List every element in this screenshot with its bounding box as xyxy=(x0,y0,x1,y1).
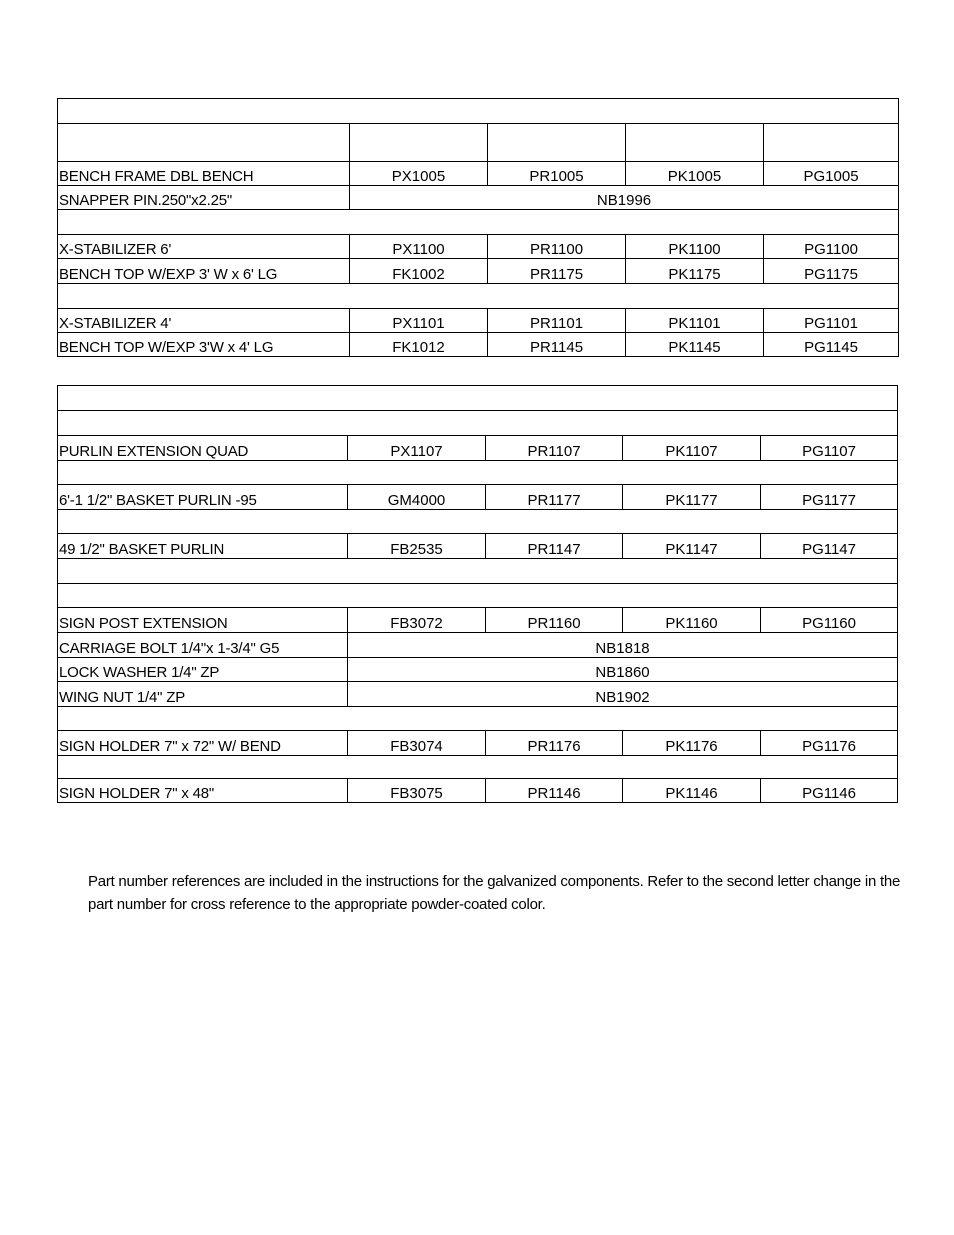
table-row xyxy=(58,731,898,756)
part-number-k: PK1160 xyxy=(623,608,761,633)
part-number-k: PK1175 xyxy=(626,259,764,284)
table-blank-row xyxy=(58,411,898,436)
part-description: SIGN HOLDER 7" x 72" W/ BEND xyxy=(58,731,348,756)
part-description: BENCH TOP W/EXP 3' W x 6' LG xyxy=(58,259,350,284)
part-number-galvanized: FK1012 xyxy=(350,333,488,357)
part-number-galvanized: FB3074 xyxy=(348,731,486,756)
part-description: CARRIAGE BOLT 1/4"x 1-3/4" G5 xyxy=(58,633,348,658)
part-number-galvanized: PX1107 xyxy=(348,436,486,461)
part-description: X-STABILIZER 4' xyxy=(58,309,350,333)
table-blank-row xyxy=(58,284,899,309)
part-number-g: PG1177 xyxy=(761,485,898,510)
part-number-r: PR1147 xyxy=(486,534,623,559)
table-header-row xyxy=(58,124,899,162)
table-row xyxy=(58,235,899,259)
part-number-g: PG1160 xyxy=(761,608,898,633)
part-number-r: PR1005 xyxy=(488,162,626,186)
part-number-k: PK1101 xyxy=(626,309,764,333)
part-number-k: PK1146 xyxy=(623,779,761,803)
table-row xyxy=(58,436,898,461)
part-number-common: NB1860 xyxy=(348,658,898,682)
part-number-g: PG1100 xyxy=(764,235,899,259)
part-number-r: PR1145 xyxy=(488,333,626,357)
table-row xyxy=(58,608,898,633)
part-number-g: PG1147 xyxy=(761,534,898,559)
table-row xyxy=(58,682,898,707)
part-number-r: PR1146 xyxy=(486,779,623,803)
part-number-galvanized: PX1101 xyxy=(350,309,488,333)
table-blank-row xyxy=(58,510,898,534)
table-blank-row xyxy=(58,386,898,411)
part-number-k: PK1107 xyxy=(623,436,761,461)
table-row xyxy=(58,633,898,658)
part-description: LOCK WASHER 1/4" ZP xyxy=(58,658,348,682)
table-blank-row xyxy=(58,707,898,731)
part-description: PURLIN EXTENSION QUAD xyxy=(58,436,348,461)
part-number-k: PK1176 xyxy=(623,731,761,756)
part-number-r: PR1100 xyxy=(488,235,626,259)
part-number-r: PR1175 xyxy=(488,259,626,284)
table-blank-row xyxy=(58,461,898,485)
table-row xyxy=(58,658,898,682)
table-blank-row xyxy=(58,756,898,779)
part-number-galvanized: FB3072 xyxy=(348,608,486,633)
part-number-k: PK1177 xyxy=(623,485,761,510)
part-number-g: PG1101 xyxy=(764,309,899,333)
part-description: SIGN POST EXTENSION xyxy=(58,608,348,633)
part-number-k: PK1100 xyxy=(626,235,764,259)
part-number-galvanized: FK1002 xyxy=(350,259,488,284)
part-number-r: PR1177 xyxy=(486,485,623,510)
part-description: X-STABILIZER 6' xyxy=(58,235,350,259)
part-number-r: PR1160 xyxy=(486,608,623,633)
table-row xyxy=(58,259,899,284)
part-number-galvanized: PX1100 xyxy=(350,235,488,259)
part-number-k: PK1145 xyxy=(626,333,764,357)
parts-table-bench xyxy=(57,98,899,357)
part-number-k: PK1005 xyxy=(626,162,764,186)
part-number-galvanized: FB3075 xyxy=(348,779,486,803)
part-number-galvanized: PX1005 xyxy=(350,162,488,186)
table-row xyxy=(58,534,898,559)
table-row xyxy=(58,485,898,510)
table-row xyxy=(58,186,899,210)
part-description: BENCH FRAME DBL BENCH xyxy=(58,162,350,186)
table-row xyxy=(58,162,899,186)
cross-reference-note: Part number references are included in the instructions for the galvanized components. Refer to the second letter change in the part number for cross reference to the appropriate powder-coated color. xyxy=(88,873,901,913)
table-blank-row xyxy=(58,559,898,584)
table-blank-row xyxy=(58,99,899,124)
part-number-galvanized: FB2535 xyxy=(348,534,486,559)
part-number-g: PG1176 xyxy=(761,731,898,756)
part-number-g: PG1005 xyxy=(764,162,899,186)
part-number-common: NB1902 xyxy=(348,682,898,707)
part-number-r: PR1176 xyxy=(486,731,623,756)
part-description: WING NUT 1/4" ZP xyxy=(58,682,348,707)
part-number-r: PR1107 xyxy=(486,436,623,461)
table-blank-row xyxy=(58,584,898,608)
part-description: SIGN HOLDER 7" x 48" xyxy=(58,779,348,803)
table-row xyxy=(58,779,898,803)
table-blank-row xyxy=(58,210,899,235)
part-number-g: PG1145 xyxy=(764,333,899,357)
part-number-g: PG1146 xyxy=(761,779,898,803)
part-description: 6'-1 1/2" BASKET PURLIN -95 xyxy=(58,485,348,510)
part-number-g: PG1175 xyxy=(764,259,899,284)
parts-table-purlin-sign xyxy=(57,385,898,803)
part-description: 49 1/2" BASKET PURLIN xyxy=(58,534,348,559)
table-row xyxy=(58,309,899,333)
part-number-k: PK1147 xyxy=(623,534,761,559)
part-number-common: NB1996 xyxy=(350,186,899,210)
part-number-galvanized: GM4000 xyxy=(348,485,486,510)
part-description: BENCH TOP W/EXP 3'W x 4' LG xyxy=(58,333,350,357)
part-number-r: PR1101 xyxy=(488,309,626,333)
part-number-common: NB1818 xyxy=(348,633,898,658)
table-row xyxy=(58,333,899,357)
part-description: SNAPPER PIN.250"x2.25" xyxy=(58,186,350,210)
part-number-g: PG1107 xyxy=(761,436,898,461)
